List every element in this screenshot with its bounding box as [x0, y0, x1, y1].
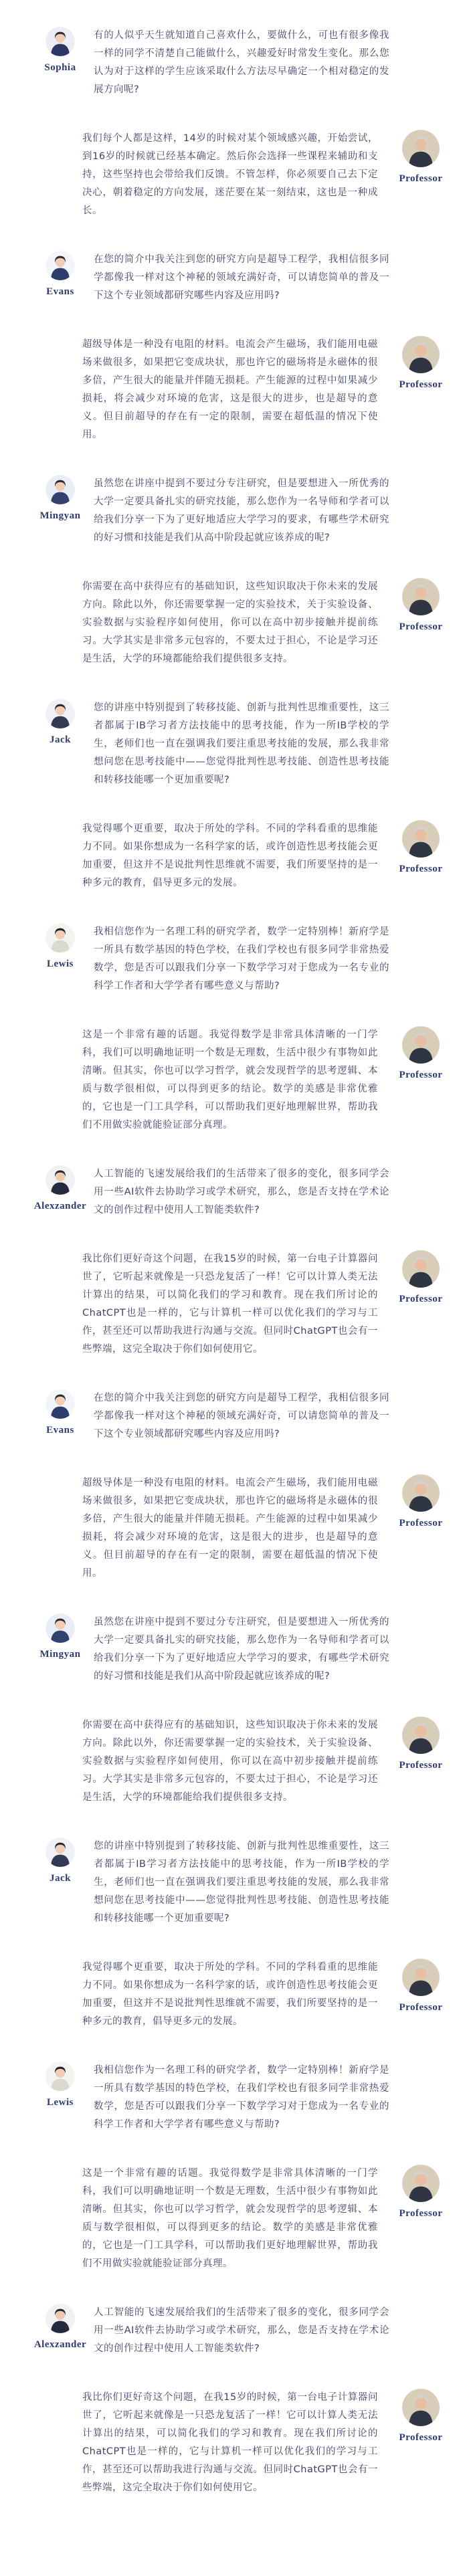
avatar: [45, 923, 75, 953]
message-text: 我比你们更好奇这个问题，在我15岁的时候，第一台电子计算器问世了，它听起来就像是一只恐龙复活了一样！它可以计算人类无法计算出的结果，可以简化我们的学习和教育。现在我们所讨论的ChatCPT也是一样的，它与计算机一样可以优化我们的学习与工作，甚至还可以帮助我进行沟通与交流。但同时ChatGPT也会有一些弊端，这完全取决于你们如何使用它。: [82, 1254, 378, 1355]
speaker-name: Professor: [399, 1294, 443, 1304]
chat-message-row: [0, 1389, 473, 1444]
speaker-name: Jack: [50, 734, 71, 745]
speaker-name: Professor: [399, 379, 443, 390]
message-text: 虽然您在讲座中提到不要过分专注研究，但是要想进入一所优秀的大学一定要具备扎实的研究技能，那么您作为一名导师和学者可以给我们分享一下为了更好地适应大学学习的要求，有哪些学术研究的好习惯和技能是我们从高中阶段起就应该养成的呢?: [94, 478, 389, 543]
chat-message-row: [0, 336, 473, 444]
message-text: 我觉得哪个更重要，取决于所处的学科。不同的学科看重的思维能力不同。如果你想成为一名科学家的话，或许创造性思考技能会更加重要，但这并不是说批判性思维就不需要，我们所要坚持的是一种多元的教育，倡导更多元的发展。: [82, 823, 378, 888]
avatar-column: [387, 1716, 454, 1771]
avatar: [402, 1474, 440, 1512]
chat-message-row: [0, 923, 473, 995]
person-avatar-icon: [402, 820, 440, 858]
avatar-face: [415, 1035, 427, 1047]
message-text: 我相信您作为一名理工科的研究学者，数学一定特别棒！新府学是一所具有数学基因的特色学校，在我们学校也有很多同学非常热爱数学，您是否可以跟我们分享一下数学学习对于您成为一名专业的科学工作者和大学学者有哪些意义与帮助?: [94, 926, 389, 991]
message-text: 有的人似乎天生就知道自己喜欢什么，要做什么，可也有很多像我一样的同学不清楚自己能做什么，兴趣爱好时常发生变化。那么您认为对于这样的学生应该采取什么方法尽早确定一个相对稳定的发展方向呢?: [94, 30, 389, 95]
person-avatar-icon: [45, 27, 75, 56]
chat-message-row: [0, 1250, 473, 1359]
person-avatar-icon: [45, 2304, 75, 2333]
message-text: 你需要在高中获得应有的基础知识，这些知识取决于你未来的发展方向。除此以外，你还需要掌握一定的实验技术，关于实验设备、实验数据与实验程序如何使用，你可以在高中初步接触并提前练习。大学其实是非常多元包容的，不要太过于担心，不论是学习还是生活，大学的环境都能给我们提供很多支持。: [82, 581, 378, 664]
avatar-column: [27, 251, 94, 298]
avatar: [402, 820, 440, 858]
avatar-face: [415, 829, 427, 841]
chat-message-row: [0, 251, 473, 305]
avatar: [402, 1250, 440, 1288]
person-avatar-icon: [45, 923, 75, 953]
avatar-column: [27, 923, 94, 970]
avatar-face: [56, 2310, 65, 2320]
person-avatar-icon: [402, 1474, 440, 1512]
avatar-face: [415, 2397, 427, 2409]
chat-message-row: [0, 1613, 473, 1686]
avatar: [45, 475, 75, 504]
speaker-name: Professor: [399, 864, 443, 874]
avatar-face: [415, 1483, 427, 1495]
message-text: 这是一个非常有趣的话题。我觉得数学是非常具体清晰的一门学科，我们可以明确地证明一个数是无理数，生活中很少有事物如此清晰。但其实，你也可以学习哲学，就会发现哲学的思考逻辑、本质与数学很相似，可以得到更多的结论。数学的美感是非常优雅的，它也是一门工具学科，可以帮助我们更好地理解世界，帮助我们不用做实验就能验证部分真理。: [82, 2168, 378, 2269]
avatar-face: [56, 2068, 65, 2078]
speaker-name: Professor: [399, 621, 443, 632]
message-text: 在您的简介中我关注到您的研究方向是超导工程学，我相信很多同学都像我一样对这个神秘的领域充满好奇，可以请您简单的普及一下这个专业领域都研究哪些内容及应用吗?: [94, 1393, 389, 1440]
avatar: [45, 1389, 75, 1419]
chat-message-row: [0, 2165, 473, 2273]
avatar-face: [415, 138, 427, 151]
avatar-face: [415, 344, 427, 357]
avatar-face: [56, 706, 65, 715]
avatar-face: [56, 482, 65, 491]
message-text: 您的讲座中特别提到了转移技能、创新与批判性思维重要性，这三者都属于IB学习者方法技能中的思考技能，作为一所IB学校的学生，老师们也一直在强调我们要注重思考技能的发展，那么我非常想问您在思考技能中——您觉得批判性思考技能、创造性思考技能和转移技能哪一个更加重要呢?: [94, 1841, 389, 1924]
avatar-column: [387, 336, 454, 391]
avatar-column: [387, 2389, 454, 2444]
avatar-face: [415, 587, 427, 599]
avatar: [45, 2304, 75, 2333]
chat-message-row: [0, 1474, 473, 1583]
speaker-name: Lewis: [47, 959, 74, 969]
avatar: [45, 1165, 75, 1195]
avatar-face: [415, 2173, 427, 2185]
avatar-face: [56, 1172, 65, 1181]
avatar-column: [27, 475, 94, 522]
chat-message-row: [0, 1165, 473, 1219]
avatar: [402, 1716, 440, 1754]
avatar-face: [56, 33, 65, 43]
avatar-column: [387, 820, 454, 875]
avatar-face: [56, 930, 65, 939]
avatar-column: [27, 2304, 94, 2351]
chat-message-row: [0, 475, 473, 547]
speaker-name: Mingyan: [39, 1649, 81, 1660]
person-avatar-icon: [45, 1613, 75, 1643]
message-text: 我相信您作为一名理工科的研究学者，数学一定特别棒！新府学是一所具有数学基因的特色学校，在我们学校也有很多同学非常热爱数学，您是否可以跟我们分享一下数学学习对于您成为一名专业的科学工作者和大学学者有哪些意义与帮助?: [94, 2065, 389, 2130]
person-avatar-icon: [45, 699, 75, 728]
chat-message-row: [0, 2062, 473, 2134]
person-avatar-icon: [402, 2389, 440, 2426]
speaker-name: Alexzander: [33, 1201, 87, 1211]
speaker-name: Evans: [46, 1425, 74, 1435]
avatar-column: [27, 27, 94, 74]
chat-message-row: [0, 130, 473, 220]
avatar-column: [27, 1613, 94, 1660]
person-avatar-icon: [402, 336, 440, 373]
speaker-name: Professor: [399, 2002, 443, 2013]
chat-message-row: [0, 578, 473, 668]
speaker-name: Professor: [399, 2208, 443, 2219]
speaker-name: Evans: [46, 286, 74, 297]
avatar-column: [387, 578, 454, 633]
avatar-face: [56, 1396, 65, 1405]
chat-message-row: [0, 27, 473, 99]
chat-message-row: [0, 699, 473, 789]
person-avatar-icon: [45, 1165, 75, 1195]
avatar: [402, 2165, 440, 2202]
avatar-column: [27, 2062, 94, 2108]
message-text: 超级导体是一种没有电阻的材料。电流会产生磁场，我们能用电磁场来做很多，如果把它变成块状，那也许它的磁场将是永磁体的很多倍，产生很大的能量并伴随无损耗。产生能源的过程中如果减少损耗，将会减少对环境的危害，这是很大的进步，也是超导的意义。但目前超导的存在有一定的限制，需要在超低温的情况下使用。: [82, 339, 378, 440]
avatar-face: [56, 258, 65, 267]
speaker-name: Lewis: [47, 2097, 74, 2108]
chat-message-row: [0, 2389, 473, 2497]
chat-message-row: [0, 1838, 473, 1928]
person-avatar-icon: [402, 1959, 440, 1996]
person-avatar-icon: [402, 1250, 440, 1288]
speaker-name: Sophia: [44, 62, 76, 73]
message-text: 我觉得哪个更重要，取决于所处的学科。不同的学科看重的思维能力不同。如果你想成为一名科学家的话，或许创造性思考技能会更加重要，但这并不是说批判性思维就不需要，我们所要坚持的是一种多元的教育，倡导更多元的发展。: [82, 1962, 378, 2027]
avatar: [402, 578, 440, 615]
avatar-column: [387, 1474, 454, 1529]
avatar-face: [56, 1844, 65, 1854]
avatar-face: [415, 1259, 427, 1271]
message-text: 人工智能的飞速发展给我们的生活带来了很多的变化，很多同学会用一些AI软件去协助学习或学术研究，那么，您是否支持在学术论文的创作过程中使用人工智能类软件?: [94, 2307, 389, 2354]
avatar-column: [27, 699, 94, 746]
avatar: [45, 1613, 75, 1643]
chat-message-row: [0, 1716, 473, 1807]
avatar: [45, 251, 75, 280]
avatar-column: [387, 1959, 454, 2013]
avatar-column: [387, 1026, 454, 1081]
avatar: [402, 1959, 440, 1996]
person-avatar-icon: [45, 251, 75, 280]
chat-message-row: [0, 1026, 473, 1134]
avatar-face: [415, 1967, 427, 1979]
message-text: 虽然您在讲座中提到不要过分专注研究，但是要想进入一所优秀的大学一定要具备扎实的研究技能，那么您作为一名导师和学者可以给我们分享一下为了更好地适应大学学习的要求，有哪些学术研究的好习惯和技能是我们从高中阶段起就应该养成的呢?: [94, 1617, 389, 1682]
avatar: [45, 27, 75, 56]
avatar: [402, 336, 440, 373]
avatar: [402, 1026, 440, 1064]
message-text: 我比你们更好奇这个问题，在我15岁的时候，第一台电子计算器问世了，它听起来就像是一只恐龙复活了一样！它可以计算人类无法计算出的结果，可以简化我们的学习和教育。现在我们所讨论的ChatCPT也是一样的，它与计算机一样可以优化我们的学习与工作，甚至还可以帮助我进行沟通与交流。但同时ChatGPT也会有一些弊端，这完全取决于你们如何使用它。: [82, 2392, 378, 2493]
message-text: 人工智能的飞速发展给我们的生活带来了很多的变化，很多同学会用一些AI软件去协助学习或学术研究，那么，您是否支持在学术论文的创作过程中使用人工智能类软件?: [94, 1169, 389, 1215]
avatar: [45, 1838, 75, 1867]
person-avatar-icon: [402, 1026, 440, 1064]
avatar-column: [387, 2165, 454, 2219]
speaker-name: Professor: [399, 1760, 443, 1771]
person-avatar-icon: [45, 2062, 75, 2091]
chat-message-row: [0, 1959, 473, 2031]
person-avatar-icon: [402, 2165, 440, 2202]
avatar: [402, 2389, 440, 2426]
person-avatar-icon: [45, 1389, 75, 1419]
person-avatar-icon: [402, 130, 440, 167]
speaker-name: Professor: [399, 173, 443, 184]
speaker-name: Professor: [399, 2432, 443, 2443]
avatar-column: [387, 130, 454, 185]
message-text: 这是一个非常有趣的话题。我觉得数学是非常具体清晰的一门学科，我们可以明确地证明一个数是无理数，生活中很少有事物如此清晰。但其实，你也可以学习哲学，就会发现哲学的思考逻辑、本质与数学很相似，可以得到更多的结论。数学的美感是非常优雅的，它也是一门工具学科，可以帮助我们更好地理解世界，帮助我们不用做实验就能验证部分真理。: [82, 1029, 378, 1130]
person-avatar-icon: [45, 475, 75, 504]
speaker-name: Professor: [399, 1070, 443, 1080]
avatar-column: [27, 1389, 94, 1436]
chat-message-row: [0, 820, 473, 892]
person-avatar-icon: [402, 578, 440, 615]
person-avatar-icon: [45, 1838, 75, 1867]
message-text: 你需要在高中获得应有的基础知识，这些知识取决于你未来的发展方向。除此以外，你还需要掌握一定的实验技术，关于实验设备、实验数据与实验程序如何使用，你可以在高中初步接触并提前练习。大学其实是非常多元包容的，不要太过于担心，不论是学习还是生活，大学的环境都能给我们提供很多支持。: [82, 1720, 378, 1803]
avatar-column: [27, 1165, 94, 1212]
speaker-name: Professor: [399, 1518, 443, 1528]
chat-message-row: [0, 2304, 473, 2358]
avatar: [402, 130, 440, 167]
avatar: [45, 699, 75, 728]
speaker-name: Alexzander: [33, 2339, 87, 2350]
message-text: 在您的简介中我关注到您的研究方向是超导工程学，我相信很多同学都像我一样对这个神秘的领域充满好奇，可以请您简单的普及一下这个专业领域都研究哪些内容及应用吗?: [94, 254, 389, 301]
message-text: 我们每个人都是这样，14岁的时候对某个领域感兴趣，开始尝试，到16岁的时候就已经基本确定。然后你会选择一些课程来辅助和支持，这些坚持也会带给我们反馈。不管怎样，你必须要自己去下定决心，朝着稳定的方向发展，迷茫要在某一刻结束，这也是一种成长。: [82, 133, 378, 216]
avatar: [45, 2062, 75, 2091]
message-text: 您的讲座中特别提到了转移技能、创新与批判性思维重要性，这三者都属于IB学习者方法技能中的思考技能，作为一所IB学校的学生，老师们也一直在强调我们要注重思考技能的发展，那么我非常想问您在思考技能中——您觉得批判性思考技能、创造性思考技能和转移技能哪一个更加重要呢?: [94, 702, 389, 785]
avatar-column: [27, 1838, 94, 1884]
message-text: 超级导体是一种没有电阻的材料。电流会产生磁场，我们能用电磁场来做很多，如果把它变成块状，那也许它的磁场将是永磁体的很多倍，产生很大的能量并伴随无损耗。产生能源的过程中如果减少损耗，将会减少对环境的危害，这是很大的进步，也是超导的意义。但目前超导的存在有一定的限制，需要在超低温的情况下使用。: [82, 1478, 378, 1579]
avatar-face: [415, 1725, 427, 1737]
avatar-column: [387, 1250, 454, 1305]
speaker-name: Mingyan: [39, 510, 81, 521]
speaker-name: Jack: [50, 1873, 71, 1884]
avatar-face: [56, 1620, 65, 1629]
person-avatar-icon: [402, 1716, 440, 1754]
